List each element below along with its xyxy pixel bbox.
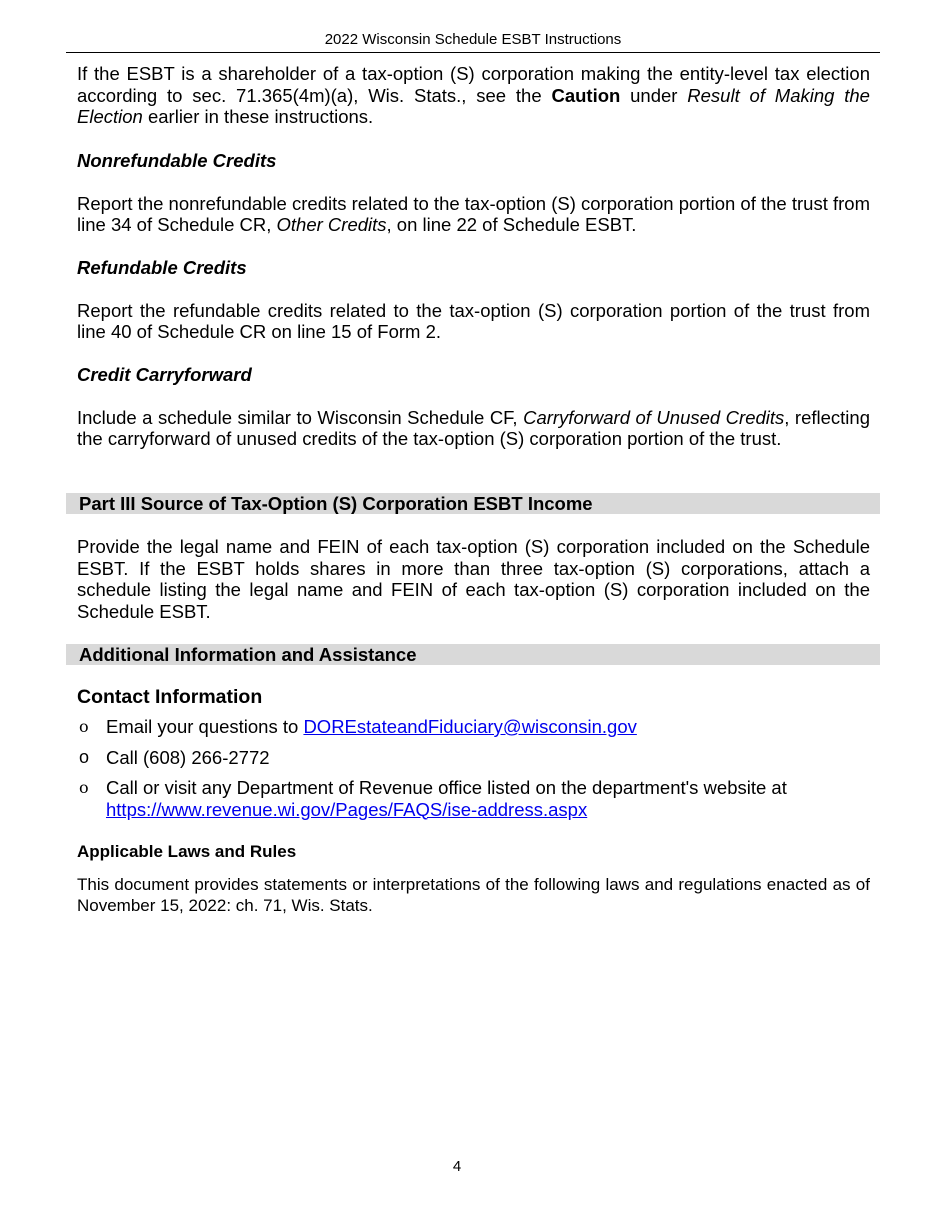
bullet-icon: o [79,746,90,767]
nonrefundable-heading: Nonrefundable Credits [77,149,277,171]
contact-list [77,716,870,820]
refundable-paragraph: Report the refundable credits related to the tax-option (S) corporation portion of the trust from line 40 of Schedule CR on line 15 of Form 2. [77,299,870,342]
refundable-heading: Refundable Credits [77,256,247,278]
list-item: ο Call or visit any Department of Revenue office listed on the department's website at https://www.revenue.wi.gov/Pages/FAQS/ise-address.aspx [79,777,787,820]
part3-title: Part III Source of Tax-Option (S) Corporation ESBT Income [79,493,593,514]
part3-content [77,536,870,622]
additional-title: Additional Information and Assistance [79,644,417,665]
carryforward-paragraph: Include a schedule similar to Wisconsin Schedule CF, Carryforward of Unused Credits, reflecting the carryforward of unused credits of the tax-option (S) corporation portion of the trust. [77,406,870,449]
email-link[interactable]: DOREstateandFiduciary@wisconsin.gov [303,716,637,737]
page-content [77,63,870,450]
part3-paragraph: Provide the legal name and FEIN of each tax-option (S) corporation included on the Schedule ESBT. If the ESBT holds shares in more than three tax-option (S) corporations, attach a schedule listing the legal name and FEIN of each tax-option (S) corporation included on the Schedule ESBT. [77,536,870,622]
list-item: ο Email your questions to DOREstateandFiduciary@wisconsin.gov [79,716,637,737]
contact-heading: Contact Information [77,686,263,708]
bullet-icon: ο [79,778,89,797]
intro-paragraph: If the ESBT is a shareholder of a tax-option (S) corporation making the entity-level tax election according to sec. 71.365(4m)(a), Wis. Stats., see the Caution under Result of Making the Election earlier in these instructions. [77,63,870,127]
page-number: 4 [452,1158,462,1175]
nonrefundable-paragraph: Report the nonrefundable credits related to the tax-option (S) corporation portion of the trust from line 34 of Schedule CR, Other Credits, on line 22 of Schedule ESBT. [77,192,870,235]
website-link[interactable]: https://www.revenue.wi.gov/Pages/FAQS/ise-address.aspx [106,798,588,820]
carryforward-heading: Credit Carryforward [77,363,252,385]
running-header [66,30,880,53]
laws-paragraph: This document provides statements or interpretations of the following laws and regulations enacted as of November 15, 2022: ch. 71, Wis. Stats. [77,875,870,915]
part3-section-band [66,493,880,514]
contact-section [77,686,870,916]
additional-section-band [66,644,880,665]
bullet-icon: ο [79,717,89,736]
laws-heading: Applicable Laws and Rules [77,842,297,861]
header-title: 2022 Wisconsin Schedule ESBT Instructions [324,31,622,48]
list-item [77,747,870,769]
call-text: Call (608) 266-2772 [106,746,270,768]
